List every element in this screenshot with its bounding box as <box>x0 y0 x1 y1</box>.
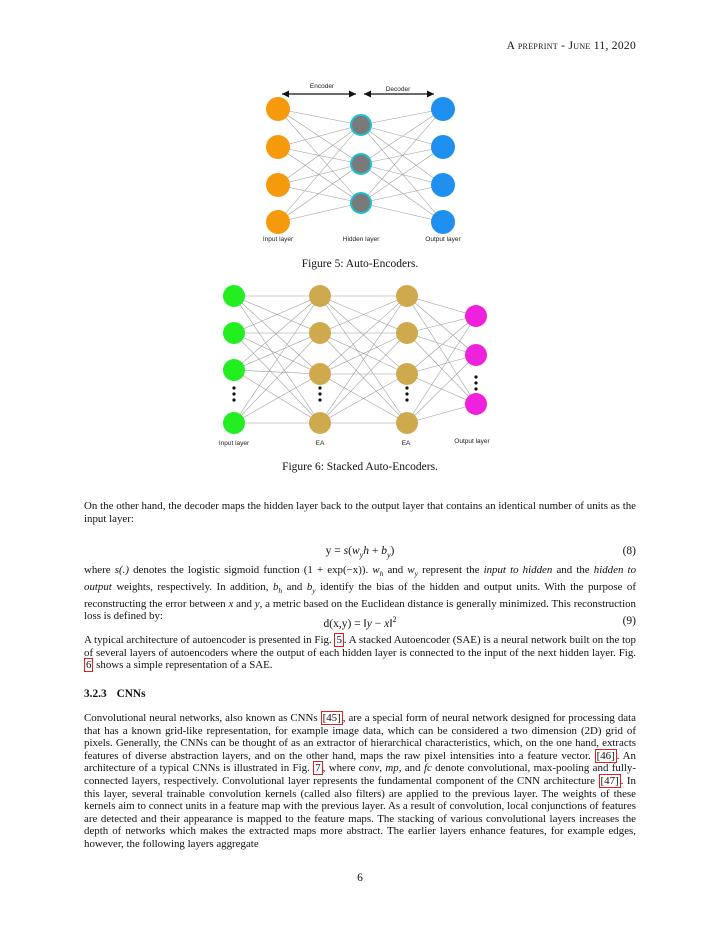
figure-5-caption: Figure 5: Auto-Encoders. <box>301 258 419 270</box>
connection-line <box>361 164 443 185</box>
input-layer-label: Input layer <box>262 236 294 243</box>
fig6-ea1-label: EA <box>315 440 325 447</box>
connection-line <box>278 164 361 185</box>
sae-ea2-node <box>396 285 418 307</box>
output-node <box>431 135 455 159</box>
equation-9-formula: d(x,y) = ‖y − x‖$^2$ <box>323 615 397 630</box>
ref-45[interactable]: [45] <box>322 712 341 724</box>
connection-line <box>278 125 361 222</box>
sae-input-node <box>223 412 245 434</box>
input-node <box>266 97 290 121</box>
connection-line <box>234 333 320 374</box>
hidden-layer-label: Hidden layer <box>342 236 380 243</box>
paragraph-sigmoid: where s(.) denotes the logistic sigmoid function (1 + exp(−x)). $w_h$ and $w_y$ represent the input to hidden and the hidden to output weights, respectively. In addition, $b_h$ and $b_y$ identify the bias of the hidden and output units. With the purpose of reconstructing the error between x and y, a metric based on the Euclidean distance is generally minimized. This reconstruction loss is defined by: <box>84 564 637 623</box>
sae-ea1-node <box>309 412 331 434</box>
fig5-nodes <box>266 97 455 234</box>
connection-line <box>278 125 361 147</box>
sae-input-node <box>223 285 245 307</box>
sae-input-node <box>223 322 245 344</box>
connection-line <box>278 203 361 222</box>
connection-line <box>278 125 361 185</box>
connection-line <box>407 296 476 355</box>
page-number: 6 <box>357 872 363 884</box>
sae-output-node <box>465 305 487 327</box>
fig6-output-layer-label: Output layer <box>454 438 490 445</box>
running-header: A preprint - June 11, 2020 <box>506 40 636 52</box>
input-node <box>266 210 290 234</box>
ref-fig-5[interactable]: 5 <box>336 634 342 646</box>
ref-46[interactable]: [46] <box>596 749 615 762</box>
output-node <box>431 210 455 234</box>
sae-output-node <box>465 344 487 366</box>
figure-6-caption: Figure 6: Stacked Auto-Encoders. <box>282 461 438 473</box>
hidden-node <box>351 154 371 174</box>
decoder-arrowhead-right <box>427 91 434 98</box>
sae-ea2-node <box>396 322 418 344</box>
encoder-label: Encoder <box>309 83 335 90</box>
output-layer-label: Output layer <box>425 236 461 243</box>
fig6-input-layer-label: Input layer <box>218 440 250 447</box>
encoder-arrowhead-left <box>282 91 289 98</box>
input-node <box>266 173 290 197</box>
sae-ea2-node <box>396 363 418 385</box>
sae-ea1-node <box>309 363 331 385</box>
hidden-node <box>351 193 371 213</box>
connection-line <box>407 296 476 404</box>
connection-line <box>361 185 443 203</box>
figure-5 <box>0 78 720 254</box>
autoencoder-diagram <box>0 78 720 254</box>
ref-47[interactable]: [47] <box>600 774 619 787</box>
fig6-connections <box>234 296 476 423</box>
figure-6 <box>0 282 720 452</box>
equation-8-number: (8) <box>622 545 636 557</box>
decoder-arrowhead-left <box>364 91 371 98</box>
sae-ea1-node <box>309 285 331 307</box>
sae-ea2-node <box>396 412 418 434</box>
ref-fig-7[interactable]: 7 <box>315 762 321 775</box>
connection-line <box>361 125 443 185</box>
connection-line <box>234 374 320 423</box>
connection-line <box>361 203 443 222</box>
sae-ea1-node <box>309 322 331 344</box>
sae-input-node <box>223 359 245 381</box>
paragraph-decoder: On the other hand, the decoder maps the hidden layer back to the output layer that contains an identical number of units as the input layer: <box>84 500 636 525</box>
sae-output-node <box>465 393 487 415</box>
connection-line <box>234 370 320 374</box>
equation-9-number: (9) <box>622 615 636 627</box>
connection-line <box>361 125 443 222</box>
connection-line <box>234 296 320 374</box>
connection-line <box>361 164 443 222</box>
paragraph-sae: A typical architecture of autoencoder is presented in Fig. 5 . A stacked Autoencoder (SAE) is a neural network built on the top of several layers of autoencoders where the output of each hidden layer is connected to the input of the next hidden layer. Fig. 6 shows a simple representation of a SAE. <box>84 634 636 672</box>
fig6-ea2-label: EA <box>401 440 411 447</box>
output-node <box>431 97 455 121</box>
input-node <box>266 135 290 159</box>
connection-line <box>407 333 476 404</box>
connection-line <box>278 185 361 203</box>
stacked-autoencoder-diagram <box>0 282 720 452</box>
decoder-label: Decoder <box>385 86 411 93</box>
connection-line <box>234 333 320 370</box>
connection-line <box>361 125 443 147</box>
ref-fig-6[interactable]: 6 <box>86 659 92 672</box>
output-node <box>431 173 455 197</box>
hidden-node <box>351 115 371 135</box>
section-heading: 3.2.3 CNNs <box>84 688 146 700</box>
equation-8-formula: $y = s(w_yh + b_y)$ <box>325 545 395 560</box>
connection-line <box>278 164 361 222</box>
paragraph-cnns: Convolutional neural networks, also known as CNNs [45] , are a special form of neural network designed for processing data that has a known grid-like representation, for example image data, which can be considered a two dimension (2D) grid of pixels. Generally, the CNNs can be thought of as an extractor of hierarchical characteristics, which, on the one hand, extracts features of diverse abstraction layers, and on the other hand, maps the raw pixel intensities into a feature vector. [46] . An architecture of a typical CNNs is illustrated in Fig. 7 , where conv, mp, and fc denote convolutional, max-pooling and fully-connected layers, respectively. Convolutional layer represents the fundamental component of the CNN architecture [47] . In this layer, several trainable convolution kernels (called also filters) are applied to the previous layer. The weights of these kernels aim to connect units in a feature map with the previous layer. As a result of convolution, local conjunctions of features are detected and their appearance is mapped to the feature maps. The stacking of various convolutional layers increases the depth of networks which makes the extracted maps more abstract. The earlier layers enhance features, for example edges, however, the following layers aggregate <box>84 712 636 850</box>
encoder-arrowhead-right <box>349 91 356 98</box>
